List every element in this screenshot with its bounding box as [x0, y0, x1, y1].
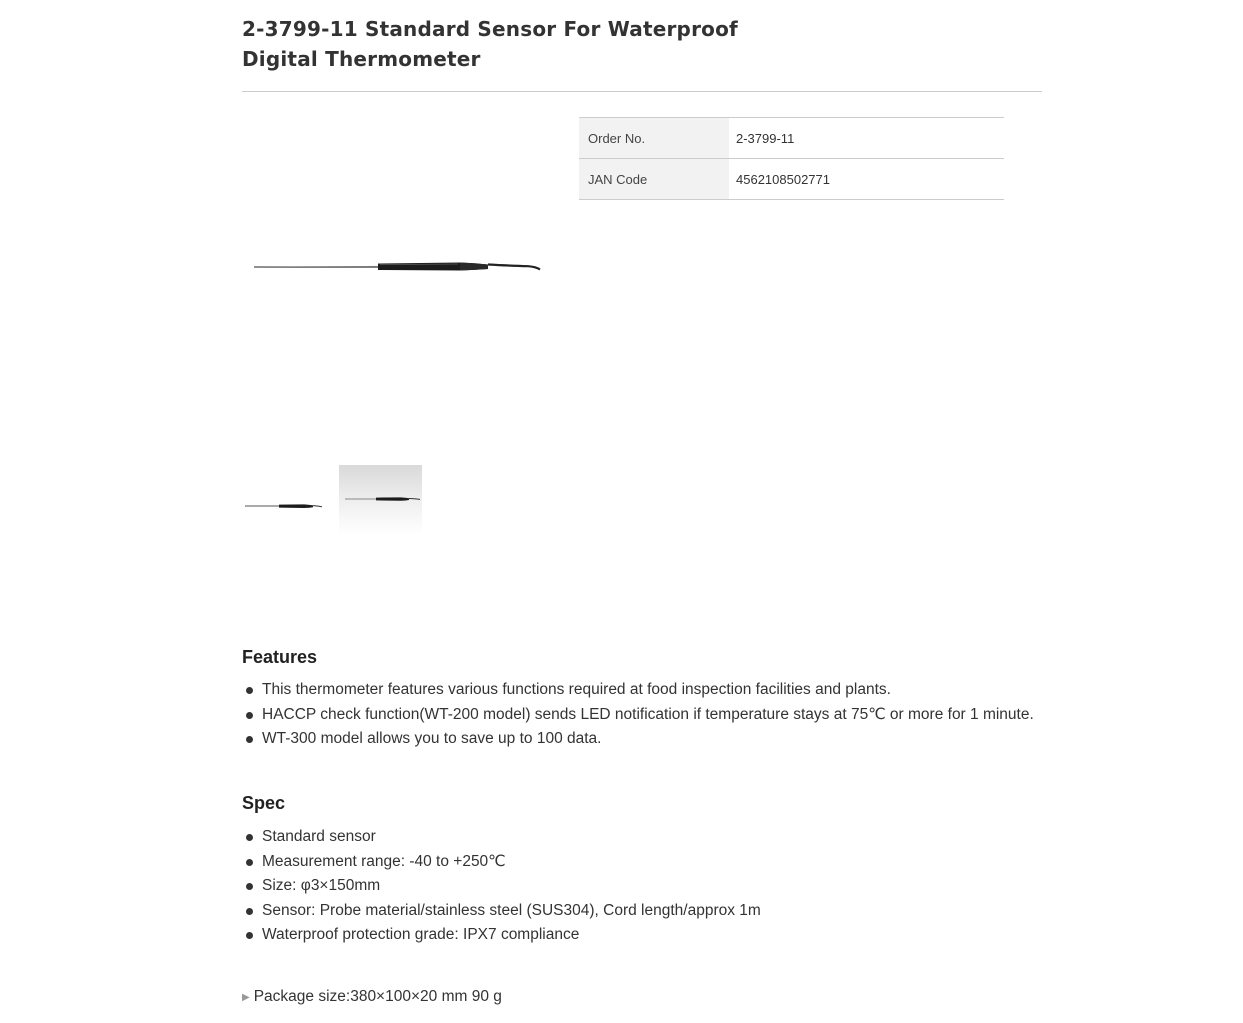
- product-title-line-1: 2-3799-11 Standard Sensor For Waterproof: [242, 17, 738, 41]
- list-item: HACCP check function(WT-200 model) sends LED notification if temperature stays at 75℃ or more for 1 minute.: [242, 703, 1042, 728]
- product-title-line-2: Digital Thermometer: [242, 47, 481, 71]
- title-divider: [242, 91, 1042, 92]
- features-heading: Features: [242, 647, 318, 667]
- main-product-image: [242, 200, 552, 340]
- thumbnail-1-image: [242, 465, 325, 535]
- thumbnail-1[interactable]: [242, 465, 325, 535]
- features-list: [242, 678, 1042, 752]
- package-size-text: Package size:380×100×20 mm 90 g: [253, 988, 502, 1005]
- list-item: Size: φ3×150mm: [242, 874, 1042, 899]
- table-row-order-no: [579, 118, 1004, 159]
- sensor-probe-image: [242, 200, 552, 340]
- order-no-value: 2-3799-11: [729, 118, 1004, 159]
- spec-list: [242, 825, 1042, 948]
- list-item: Waterproof protection grade: IPX7 compliance: [242, 923, 1042, 948]
- thumbnail-2[interactable]: [339, 465, 422, 535]
- jan-code-label: JAN Code: [579, 159, 729, 200]
- package-size: [242, 988, 502, 1006]
- order-info-table: [579, 117, 1004, 200]
- list-item: WT-300 model allows you to save up to 100 data.: [242, 727, 1042, 752]
- list-item: Measurement range: -40 to +250℃: [242, 850, 1042, 875]
- spec-heading: Spec: [242, 793, 286, 813]
- triangle-right-icon: ▶: [242, 992, 250, 1003]
- list-item: Sensor: Probe material/stainless steel (SUS304), Cord length/approx 1m: [242, 899, 1042, 924]
- list-item: This thermometer features various functions required at food inspection facilities and plants.: [242, 678, 1042, 703]
- order-no-label: Order No.: [579, 118, 729, 159]
- list-item: Standard sensor: [242, 825, 1042, 850]
- table-row-jan-code: [579, 159, 1004, 200]
- product-title: [242, 14, 762, 74]
- thumbnail-strip: [242, 465, 432, 545]
- thumbnail-2-image: [339, 465, 422, 535]
- jan-code-value: 4562108502771: [729, 159, 1004, 200]
